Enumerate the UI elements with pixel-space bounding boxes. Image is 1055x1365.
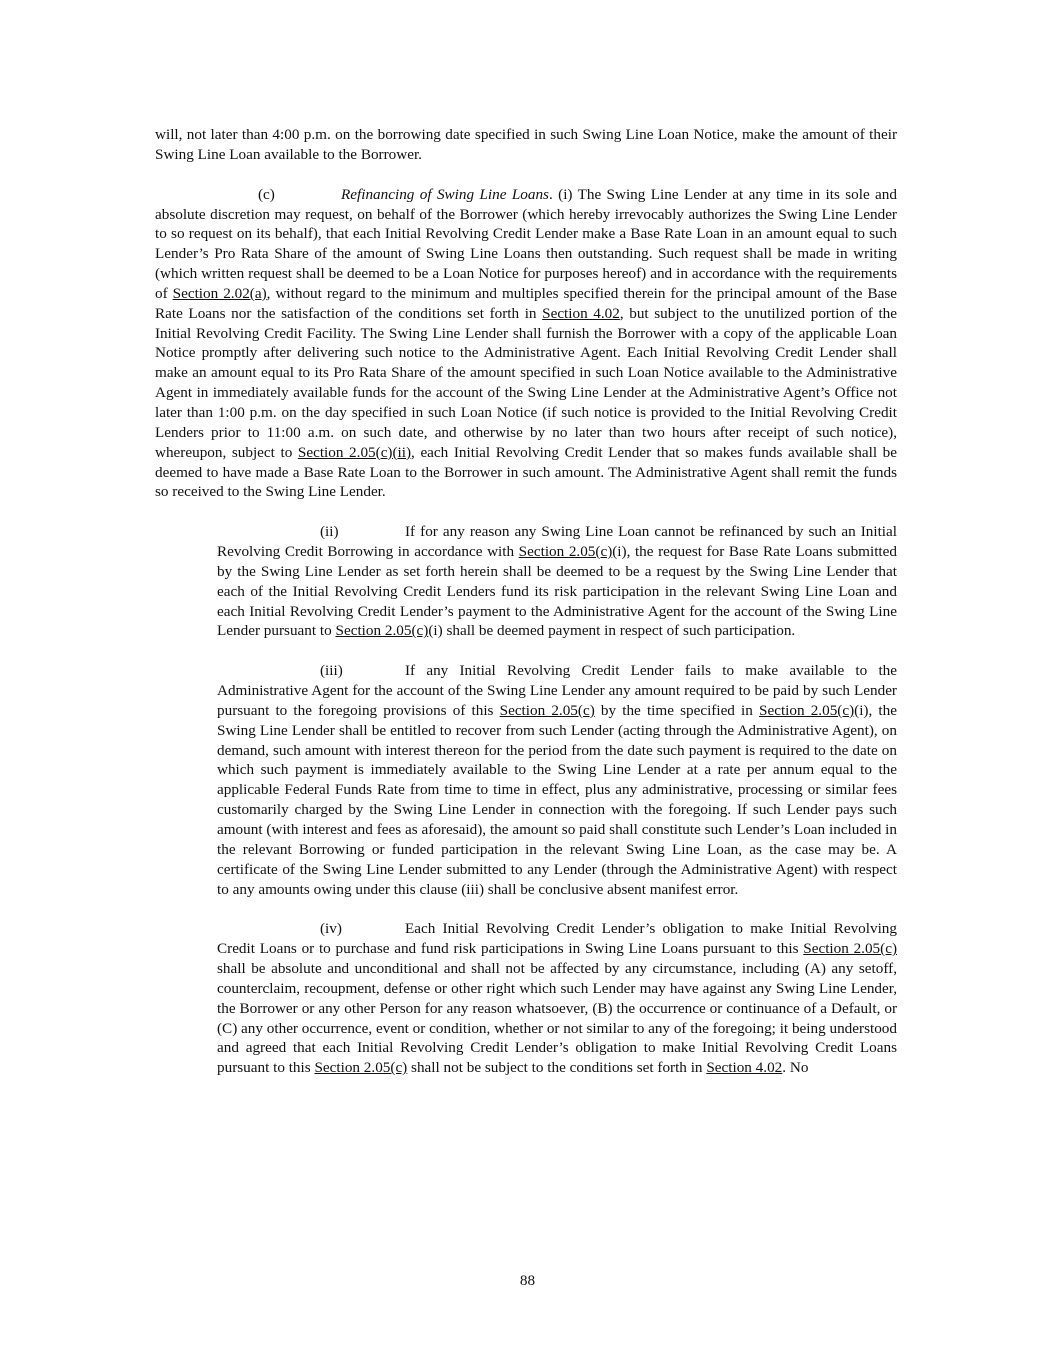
clause-number-iv: (iv) [320, 920, 342, 938]
section-reference: Section 4.02 [706, 1059, 783, 1077]
section-reference: Section 2.05(c) [759, 701, 855, 719]
section-reference: Section 2.05(c) [335, 622, 429, 640]
paragraph-iv: (iv) Each Initial Revolving Credit Lender’s obligation to make Initial Revolving Credit Loans or to purchase and fund risk participations in Swing Line Loans pursuant to this Section 2.05(c) shall be absolute and unconditional and shall not be affected by any circumstance, including (A) any setoff, counterclaim, recoupment, defense or other right which such Lender may have against any Swing Line Lender, the Borrower or any other Person for any reason whatsoever, (B) the occurrence or continuance of a Default, or (C) any other occurrence, event or condition, whether or not similar to any of the foregoing; it being understood and agreed that each Initial Revolving Credit Lender’s obligation to make Initial Revolving Credit Loans pursuant to this Section 2.05(c) shall not be subject to the conditions set forth in Section 4.02. No [217, 920, 897, 1077]
section-reference: Section 2.05(c) [499, 701, 595, 719]
document-page [155, 125, 897, 1078]
page-number: 88 [519, 1272, 536, 1289]
paragraph-c-refinancing: (c) Refinancing of Swing Line Loans. (i) The Swing Line Lender at any time in its sole and absolute discretion may request, on behalf of the Borrower (which hereby irrevocably authorizes the Swing Line Lender to so request on its behalf), that each Initial Revolving Credit Lender make a Base Rate Loan in an amount equal to such Lender’s Pro Rata Share of the amount of Swing Line Loans then outstanding. Such request shall be made in writing (which written request shall be deemed to be a Loan Notice for purposes hereof) and in accordance with the requirements of Section 2.02(a), without regard to the minimum and multiples specified therein for the principal amount of the Base Rate Loans nor the satisfaction of the conditions set forth in Section 4.02, but subject to the unutilized portion of the Initial Revolving Credit Facility. The Swing Line Lender shall furnish the Borrower with a copy of the applicable Loan Notice promptly after delivering such notice to the Administrative Agent. Each Initial Revolving Credit Lender shall make an amount equal to its Pro Rata Share of the amount specified in such Loan Notice available to the Administrative Agent in immediately available funds for the account of the Swing Line Lender at the Administrative Agent’s Office not later than 1:00 p.m. on the day specified in such Loan Notice (if such notice is provided to the Initial Revolving Credit Lenders prior to 11:00 a.m. on such date, and otherwise by no later than two hours after receipt of such notice), whereupon, subject to Section 2.05(c)(ii), each Initial Revolving Credit Lender that so makes funds available shall be deemed to have made a Base Rate Loan to the Borrower in such amount. The Administrative Agent shall remit the funds so received to the Swing Line Lender. [155, 185, 897, 501]
section-reference: Section 2.02(a) [172, 284, 267, 302]
section-reference: Section 2.05(c) [803, 940, 897, 958]
paragraph-ii: (ii) If for any reason any Swing Line Loan cannot be refinanced by such an Initial Revolving Credit Borrowing in accordance with Section 2.05(c)(i), the request for Base Rate Loans submitted by the Swing Line Lender as set forth herein shall be deemed to be a request by the Swing Line Lender that each of the Initial Revolving Credit Lenders fund its risk participation in the relevant Swing Line Loan and each Initial Revolving Credit Lender’s payment to the Administrative Agent for the account of the Swing Line Lender pursuant to Section 2.05(c)(i) shall be deemed payment in respect of such participation. [217, 523, 897, 640]
continuation-paragraph: will, not later than 4:00 p.m. on the borrowing date specified in such Swing Line Loan Notice, make the amount of their Swing Line Loan available to the Borrower. [155, 126, 897, 163]
section-reference: Section 2.05(c) [518, 543, 613, 561]
clause-number-ii: (ii) [320, 523, 339, 541]
paragraph-iii: (iii) If any Initial Revolving Credit Lender fails to make available to the Administrative Agent for the account of the Swing Line Lender any amount required to be paid by such Lender pursuant to the foregoing provisions of this Section 2.05(c) by the time specified in Section 2.05(c)(i), the Swing Line Lender shall be entitled to recover from such Lender (acting through the Administrative Agent), on demand, such amount with interest thereon for the period from the date such payment is required to the date on which such payment is immediately available to the Swing Line Lender at a rate per annum equal to the applicable Federal Funds Rate from time to time in effect, plus any administrative, processing or similar fees customarily charged by the Swing Line Lender in connection with the foregoing. If such Lender pays such amount (with interest and fees as aforesaid), the amount so paid shall constitute such Lender’s Loan included in the relevant Borrowing or funded participation in the relevant Swing Line Loan, as the case may be. A certificate of the Swing Line Lender submitted to any Lender (through the Administrative Agent) with respect to any amounts owing under this clause (iii) shall be conclusive absent manifest error. [217, 662, 897, 898]
clause-number-c: (c) [258, 185, 275, 203]
clause-heading: Refinancing of Swing Line Loans [341, 185, 549, 203]
section-reference: Section 4.02 [542, 304, 620, 322]
section-reference: Section 2.05(c)(ii) [297, 443, 412, 461]
clause-number-iii: (iii) [320, 662, 343, 680]
section-reference: Section 2.05(c) [314, 1059, 408, 1077]
